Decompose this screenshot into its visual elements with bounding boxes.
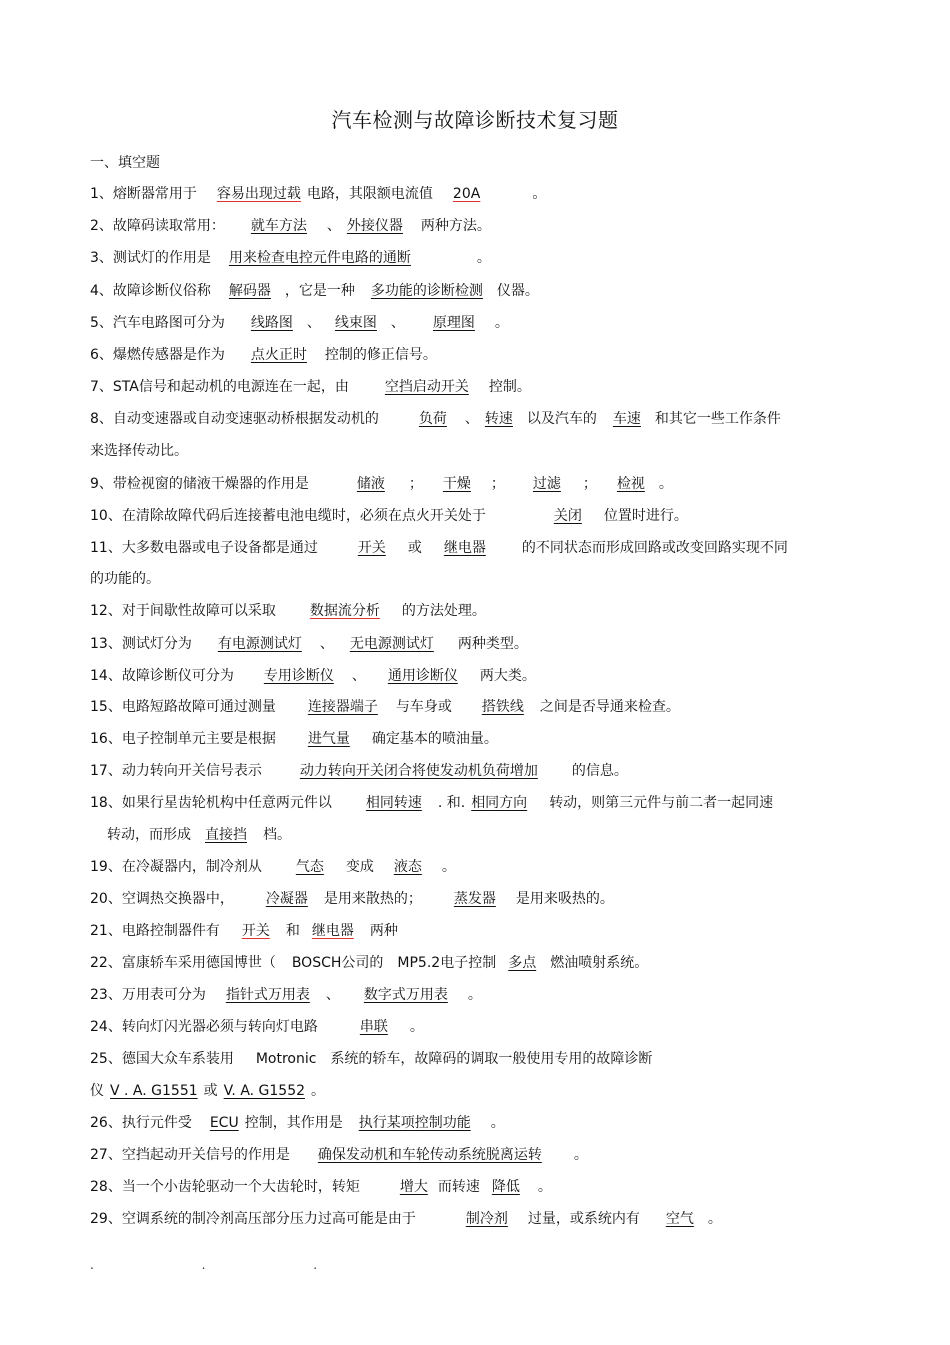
question-16: 16、电子控制单元主要是根据 进气量 确定基本的喷油量。 bbox=[90, 731, 498, 747]
answer-blank: V. A. G1552 bbox=[223, 1083, 306, 1099]
question-6: 6、爆燃传感器是作为 点火正时 控制的修正信号。 bbox=[90, 347, 437, 363]
answer-blank: 降低 bbox=[491, 1179, 520, 1195]
question-5: 5、汽车电路图可分为 线路图 、 线束图 、 原理图 。 bbox=[90, 315, 509, 331]
answer-blank: 线束图 bbox=[334, 315, 377, 331]
question-7: 7、STA信号和起动机的电源连在一起，由 空挡启动开关 控制。 bbox=[90, 379, 531, 395]
answer-blank: 转速 bbox=[484, 411, 513, 427]
answer-blank: 冷凝器 bbox=[265, 891, 308, 907]
question-28: 28、当一个小齿轮驱动一个大齿轮时，转矩 增大 而转速 降低 。 bbox=[90, 1179, 552, 1195]
question-23: 23、万用表可分为 指针式万用表 、 数字式万用表 。 bbox=[90, 987, 482, 1003]
question-2: 2、故障码读取常用： 就车方法 、 外接仪器 两种方法。 bbox=[90, 218, 491, 234]
answer-blank: 关闭 bbox=[553, 508, 582, 524]
question-25-continued: 仪 V . A. G1551 或 V. A. G1552 。 bbox=[90, 1083, 326, 1099]
question-1: 1、熔断器常用于 容易出现过载 电路，其限额电流值 20A 。 bbox=[90, 186, 547, 202]
question-11-continued: 的功能的。 bbox=[90, 571, 160, 587]
answer-blank: 连接器端子 bbox=[307, 699, 378, 715]
question-8: 8、自动变速器或自动变速驱动桥根据发动机的 负荷 、 转速 以及汽车的 车速 和其它一些工作条件 bbox=[90, 411, 781, 427]
question-17: 17、动力转向开关信号表示 动力转向开关闭合将使发动机负荷增加 的信息。 bbox=[90, 763, 628, 779]
question-11: 11、大多数电器或电子设备都是通过 开关 或 继电器 的不同状态而形成回路或改变回路实现不同 bbox=[90, 540, 788, 556]
answer-blank: 相同方向 bbox=[471, 795, 528, 811]
answer-blank: 动力转向开关闭合将使发动机负荷增加 bbox=[299, 763, 538, 779]
answer-blank: 外接仪器 bbox=[346, 218, 403, 234]
page-title: 汽车检测与故障诊断技术复习题 bbox=[331, 108, 619, 132]
question-12: 12、对于间歇性故障可以采取 数据流分析 的方法处理。 bbox=[90, 603, 486, 619]
question-29: 29、空调系统的制冷剂高压部分压力过高可能是由于 制冷剂 过量，或系统内有 空气 。 bbox=[90, 1211, 722, 1227]
answer-blank: ECU bbox=[209, 1115, 239, 1131]
question-20: 20、空调热交换器中， 冷凝器 是用来散热的； 蒸发器 是用来吸热的。 bbox=[90, 891, 614, 907]
question-19: 19、在冷凝器内，制冷剂从 气态 变成 液态 。 bbox=[90, 859, 456, 875]
answer-blank: 液态 bbox=[393, 859, 422, 875]
question-8-continued: 来选择传动比。 bbox=[90, 443, 188, 459]
answer-blank: 多功能的诊断检测 bbox=[370, 283, 483, 299]
answer-blank: 继电器 bbox=[443, 540, 486, 556]
answer-blank: 继电器 bbox=[311, 923, 354, 939]
answer-blank: 进气量 bbox=[307, 731, 350, 747]
question-13: 13、测试灯分为 有电源测试灯 、 无电源测试灯 两种类型。 bbox=[90, 636, 528, 652]
answer-blank: V . A. G1551 bbox=[110, 1083, 198, 1099]
answer-blank: 搭铁线 bbox=[481, 699, 524, 715]
answer-blank: 串联 bbox=[359, 1019, 388, 1035]
question-22: 22、富康轿车采用德国博世（ BOSCH公司的 MP5.2电子控制 多点 燃油喷射系统。 bbox=[90, 955, 649, 971]
question-10: 10、在清除故障代码后连接蓄电池电缆时，必须在点火开关处于 关闭 位置时进行。 bbox=[90, 508, 688, 524]
answer-blank: 负荷 bbox=[418, 411, 447, 427]
answer-blank: 就车方法 bbox=[250, 218, 307, 234]
answer-blank: 相同转速 bbox=[365, 795, 422, 811]
question-26: 26、执行元件受 ECU 控制，其作用是 执行某项控制功能 。 bbox=[90, 1115, 505, 1131]
question-24: 24、转向灯闪光器必须与转向灯电路 串联 。 bbox=[90, 1019, 424, 1035]
answer-blank: 数据流分析 bbox=[309, 603, 380, 619]
footer-dots: . . . bbox=[90, 1258, 370, 1272]
answer-blank: 车速 bbox=[612, 411, 641, 427]
answer-blank: 蒸发器 bbox=[453, 891, 496, 907]
question-3: 3、测试灯的作用是 用来检查电控元件电路的通断 。 bbox=[90, 250, 491, 266]
answer-blank: 直接挡 bbox=[205, 827, 247, 843]
answer-blank: 过滤 bbox=[532, 476, 561, 492]
question-18-continued: 转动，而形成 直接挡 档。 bbox=[107, 827, 291, 843]
question-27: 27、空挡起动开关信号的作用是 确保发动机和车轮传动系统脱离运转 。 bbox=[90, 1147, 588, 1163]
answer-blank: 执行某项控制功能 bbox=[358, 1115, 471, 1131]
answer-blank: 开关 bbox=[357, 540, 386, 556]
question-25: 25、德国大众车系装用 Motronic 系统的轿车，故障码的调取一般使用专用的故障诊断 bbox=[90, 1051, 653, 1067]
question-18: 18、如果行星齿轮机构中任意两元件以 相同转速 . 和. 相同方向 转动，则第三元件与前二者一起同速 bbox=[90, 795, 774, 811]
answer-blank: 检视 bbox=[616, 476, 645, 492]
answer-blank: 用来检查电控元件电路的通断 bbox=[228, 250, 411, 266]
section-heading: 一、填空题 bbox=[90, 155, 160, 171]
answer-blank: 增大 bbox=[399, 1179, 428, 1195]
answer-blank: 储液 bbox=[356, 476, 385, 492]
question-15: 15、电路短路故障可通过测量 连接器端子 与车身或 搭铁线 之间是否导通来检查。 bbox=[90, 699, 680, 715]
answer-blank: 容易出现过载 bbox=[216, 186, 301, 202]
answer-blank: 点火正时 bbox=[250, 347, 307, 363]
answer-blank: 专用诊断仪 bbox=[263, 668, 334, 684]
answer-blank: 制冷剂 bbox=[465, 1211, 508, 1227]
answer-blank: 空挡启动开关 bbox=[384, 379, 469, 395]
answer-blank: 确保发动机和车轮传动系统脱离运转 bbox=[317, 1147, 542, 1163]
question-9: 9、带检视窗的储液干燥器的作用是 储液 ； 干燥 ； 过滤 ； 检视 。 bbox=[90, 476, 673, 492]
answer-blank: 通用诊断仪 bbox=[387, 668, 458, 684]
question-4: 4、故障诊断仪俗称 解码器 ，它是一种 多功能的诊断检测 仪器。 bbox=[90, 283, 539, 299]
answer-blank: 开关 bbox=[241, 923, 270, 939]
answer-blank: 无电源测试灯 bbox=[349, 636, 434, 652]
answer-blank: 原理图 bbox=[432, 315, 475, 331]
answer-blank: 指针式万用表 bbox=[225, 987, 310, 1003]
answer-blank: 空气 bbox=[665, 1211, 694, 1227]
answer-blank: 20A bbox=[452, 186, 481, 202]
answer-blank: 气态 bbox=[295, 859, 324, 875]
answer-blank: 解码器 bbox=[228, 283, 271, 299]
answer-blank: 线路图 bbox=[250, 315, 293, 331]
answer-blank: 数字式万用表 bbox=[363, 987, 448, 1003]
question-21: 21、电路控制器件有 开关 和 继电器 两种 bbox=[90, 923, 398, 939]
question-14: 14、故障诊断仪可分为 专用诊断仪 、 通用诊断仪 两大类。 bbox=[90, 668, 536, 684]
answer-blank: 多点 bbox=[508, 955, 537, 971]
answer-blank: 干燥 bbox=[442, 476, 471, 492]
answer-blank: 有电源测试灯 bbox=[217, 636, 302, 652]
